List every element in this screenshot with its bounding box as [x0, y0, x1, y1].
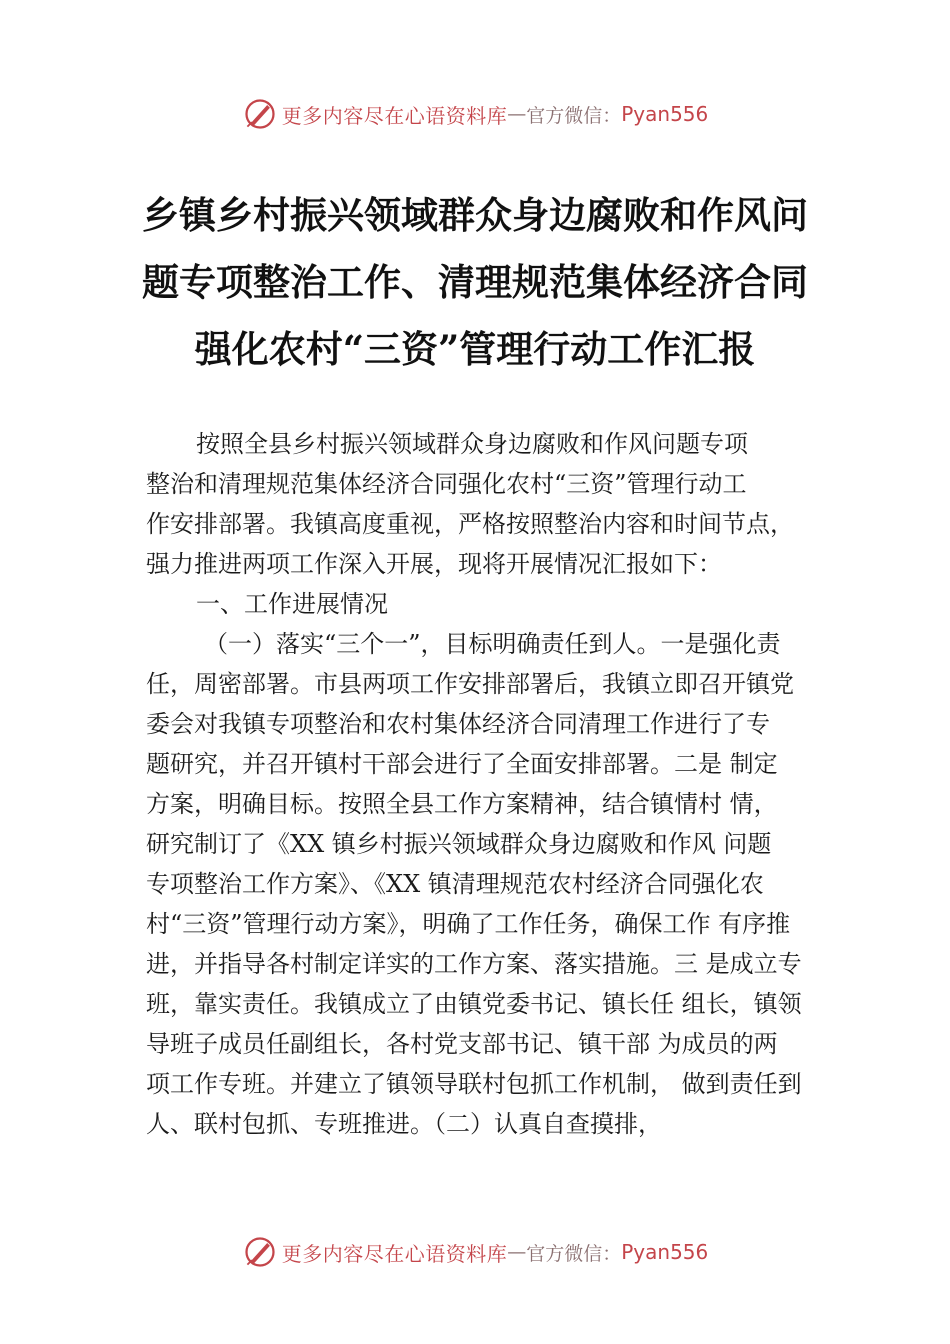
body-line: 村“三资”管理行动方案》，明确了工作任务，确保工作 有序推 [146, 910, 791, 938]
body-line: 导班子成员任副组长，各村党支部书记、镇干部 为成员的两 [146, 1030, 778, 1058]
body-line: 强力推进两项工作深入开展，现将开展情况汇报如下： [146, 550, 722, 578]
watermark-wechat-id: Pyan556 [621, 102, 709, 126]
watermark-dash: — [507, 1241, 527, 1263]
body-line: 任，周密部署。市县两项工作安排部署后，我镇立即召开镇党 [146, 670, 794, 698]
body-line: 研究制订了《XX 镇乡村振兴领域群众身边腐败和作风 问题 [146, 830, 772, 858]
title-line: 题专项整治工作、清理规范集体经济合同 [142, 260, 808, 304]
watermark-dash: — [507, 103, 527, 125]
body-line: （一）落实“三个一”，目标明确责任到人。一是强化责 [204, 630, 781, 658]
body-line: 班，靠实责任。我镇成立了由镇党委书记、镇长任 组长，镇领 [146, 990, 802, 1018]
body-line: 项工作专班。并建立了镇领导联村包抓工作机制， 做到责任到 [146, 1070, 802, 1098]
watermark-header [0, 92, 950, 136]
watermark-sub-text: 官方微信： [526, 1242, 622, 1265]
pen-circle-logo-icon [242, 96, 278, 132]
section-heading: 一、工作进展情况 [196, 590, 388, 618]
pen-circle-logo-icon [242, 1234, 278, 1270]
body-line: 题研究，并召开镇村干部会进行了全面安排部署。二是 制定 [146, 750, 778, 778]
title-line: 乡镇乡村振兴领域群众身边腐败和作风问 [142, 193, 808, 237]
watermark-footer [0, 1230, 950, 1274]
document-body [146, 424, 836, 1144]
document-title [60, 182, 890, 383]
body-line: 委会对我镇专项整治和农村集体经济合同清理工作进行了专 [146, 710, 770, 738]
body-line: 人、联村包抓、专班推进。（二）认真自查摸排， [146, 1110, 662, 1138]
watermark-sub-text: 官方微信： [526, 104, 622, 127]
body-line: 专项整治工作方案》、《XX 镇清理规范农村经济合同强化农 [146, 870, 764, 898]
watermark-main-text: 更多内容尽在心语资料库 [281, 1241, 508, 1266]
watermark-wechat-id: Pyan556 [621, 1240, 709, 1264]
title-line: 强化农村“三资”管理行动工作汇报 [194, 327, 756, 371]
body-line: 作安排部署。我镇高度重视，严格按照整治内容和时间节点， [146, 510, 794, 538]
body-line: 方案，明确目标。按照全县工作方案精神，结合镇情村 情， [146, 790, 778, 818]
body-line: 整治和清理规范集体经济合同强化农村“三资”管理行动工 [146, 470, 747, 498]
body-line: 按照全县乡村振兴领域群众身边腐败和作风问题专项 [196, 430, 748, 458]
body-line: 进，并指导各村制定详实的工作方案、落实措施。三 是成立专 [146, 950, 802, 978]
watermark-main-text: 更多内容尽在心语资料库 [281, 103, 508, 128]
